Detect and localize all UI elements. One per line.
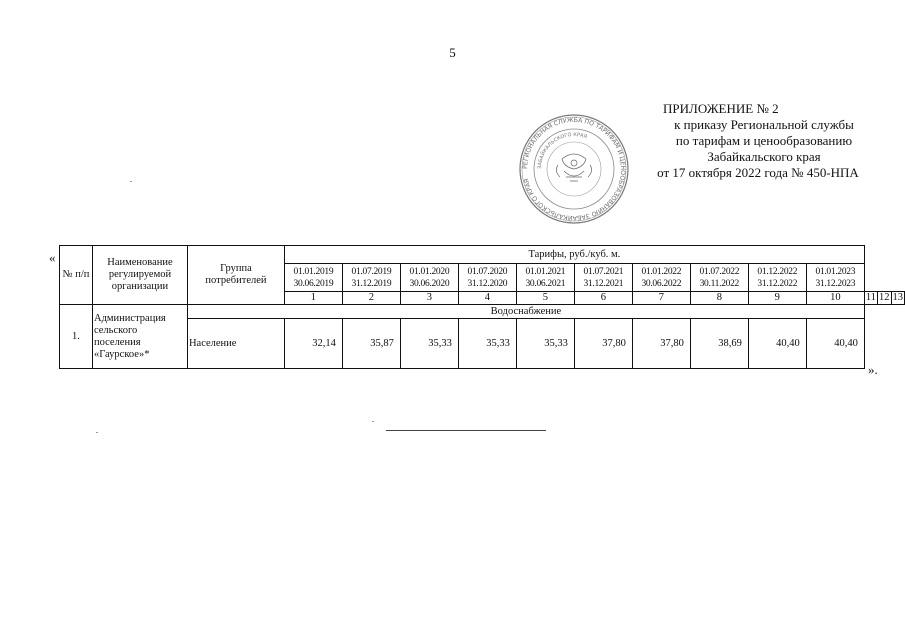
- period-from: 01.07.2020: [467, 266, 508, 277]
- appendix-order-line4: от 17 октября 2022 года № 450-НПА: [657, 165, 859, 180]
- period-to: 30.11.2022: [699, 278, 740, 289]
- period-to: 31.12.2023: [815, 278, 856, 289]
- column-number-cell: 5: [516, 292, 574, 305]
- column-number-cell: 8: [690, 292, 748, 305]
- period-from: 01.12.2022: [757, 266, 798, 277]
- period-header-cell: [748, 264, 806, 292]
- tariff-value-cell: 35,33: [516, 319, 574, 369]
- footer-divider: [386, 430, 546, 431]
- period-header-cell: [400, 264, 458, 292]
- tariff-value-cell: 40,40: [748, 319, 806, 369]
- row-consumer-group: Население: [187, 319, 284, 369]
- period-to: 31.12.2020: [467, 278, 508, 289]
- period-from: 01.07.2019: [351, 266, 392, 277]
- appendix-title: ПРИЛОЖЕНИЕ № 2: [663, 101, 779, 116]
- period-to: 30.06.2019: [293, 278, 334, 289]
- scan-speck: [96, 432, 98, 433]
- tariff-value-cell: 32,14: [284, 319, 342, 369]
- column-number-cell: 12: [879, 292, 890, 303]
- emblem-icon: [556, 154, 591, 181]
- period-from: 01.01.2021: [525, 266, 566, 277]
- period-from: 01.01.2022: [641, 266, 682, 277]
- column-number-cell: 13: [892, 292, 903, 303]
- period-from: 01.07.2021: [583, 266, 624, 277]
- header-organization: Наименование регулируемой организации: [92, 246, 187, 305]
- period-header-cell: [632, 264, 690, 292]
- period-to: 31.12.2021: [583, 278, 624, 289]
- column-number-cell: 4: [458, 292, 516, 305]
- column-number-cell: 6: [574, 292, 632, 305]
- period-header-cell: [690, 264, 748, 292]
- period-from: 01.07.2022: [699, 266, 740, 277]
- period-header-cell: [342, 264, 400, 292]
- tariff-value-cell: 35,33: [458, 319, 516, 369]
- period-to: 30.06.2021: [525, 278, 566, 289]
- period-header-cell: [574, 264, 632, 292]
- period-to: 31.12.2022: [757, 278, 798, 289]
- tariff-value-cell: 38,69: [690, 319, 748, 369]
- tariff-value-cell: 40,40: [806, 319, 864, 369]
- period-to: 30.06.2022: [641, 278, 682, 289]
- header-consumer-group: Группа потребителей: [187, 246, 284, 305]
- period-from: 01.01.2023: [815, 266, 856, 277]
- scan-speck: [372, 421, 374, 422]
- column-number-cell: 11: [865, 292, 876, 303]
- appendix-heading: [600, 101, 900, 181]
- page-number: 5: [449, 45, 456, 60]
- period-header-cell: [284, 264, 342, 292]
- scan-speck: [130, 181, 132, 182]
- svg-text:ЗАБАЙКАЛЬСКОГО КРАЯ: [537, 132, 588, 169]
- column-number-cell: 1: [284, 292, 342, 305]
- appendix-order-line2: по тарифам и ценообразованию: [675, 133, 853, 148]
- tariff-value-cell: 35,33: [400, 319, 458, 369]
- header-number: № п/п: [60, 246, 93, 305]
- column-number-cell: 2: [342, 292, 400, 305]
- column-number-cell: 10: [806, 292, 864, 305]
- appendix-order-line3: Забайкальского края: [707, 149, 821, 164]
- tariff-table: [59, 245, 905, 369]
- tariff-value-cell: 37,80: [632, 319, 690, 369]
- header-tariffs: Тарифы, руб./куб. м.: [284, 246, 864, 264]
- period-to: 30.06.2020: [409, 278, 450, 289]
- row-organization: Администрация сельского поселения «Гаурское»*: [92, 305, 187, 369]
- column-number-cell: 3: [400, 292, 458, 305]
- period-to: 31.12.2019: [351, 278, 392, 289]
- section-water-supply: Водоснабжение: [187, 305, 864, 319]
- period-from: 01.01.2020: [409, 266, 450, 277]
- tariff-value-cell: 35,87: [342, 319, 400, 369]
- column-number-cell: 7: [632, 292, 690, 305]
- seal-inner-text: ЗАБАЙКАЛЬСКОГО КРАЯ: [536, 131, 588, 170]
- period-header-cell: [806, 264, 864, 292]
- closing-quote: ».: [868, 362, 878, 377]
- tariff-value-cell: 37,80: [574, 319, 632, 369]
- appendix-order-line1: к приказу Региональной службы: [674, 117, 854, 132]
- period-header-cell: [458, 264, 516, 292]
- seal-outer-text: РЕГИОНАЛЬНАЯ СЛУЖБА ПО ТАРИФАМ И ЦЕНООБРАЗОВАНИЮ ЗАБАЙКАЛЬСКОГО КРАЯ: [521, 116, 627, 222]
- opening-quote: «: [49, 250, 56, 265]
- row-number: 1.: [60, 305, 93, 369]
- column-number-cell: 9: [748, 292, 806, 305]
- period-from: 01.01.2019: [293, 266, 334, 277]
- period-header-cell: [516, 264, 574, 292]
